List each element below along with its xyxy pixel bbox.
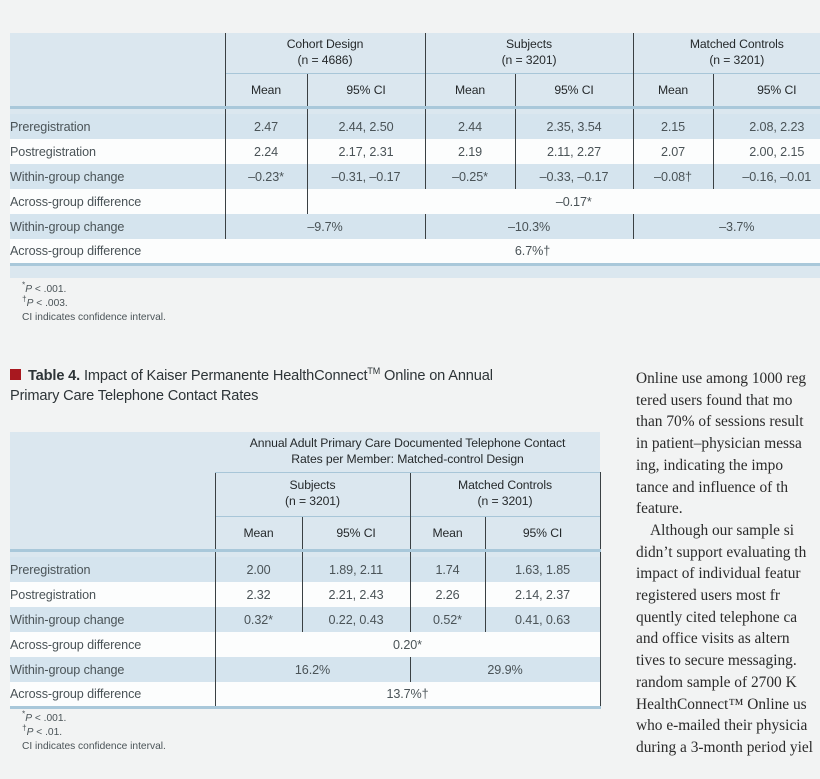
rule-cell [410,550,485,557]
footnote-line [22,293,422,311]
footnote-italic: P [25,713,33,724]
cell-value-across: 13.7%† [215,682,600,707]
cell-value: 2.44, 2.50 [307,114,425,139]
table-row-sub-header [10,516,600,550]
cell-value-percent: –3.7% [633,214,820,239]
body-line: who e-mailed their physicia [636,717,808,735]
cell-value: 2.08, 2.23 [713,114,820,139]
table-bottom-rule [10,264,820,270]
footnote-text: CI indicates confidence interval. [22,741,166,753]
cell-value: –0.23* [225,164,307,189]
cell-value: 2.32 [215,582,302,607]
col-header-ci-1: 95% CI [307,73,425,107]
rule-cell [225,107,307,114]
caption-square-icon [10,369,21,380]
cell-value: 2.07 [633,139,713,164]
cell-value: –0.08† [633,164,713,189]
table-cohort-design-grid [10,33,820,270]
col-header-ci-1: 95% CI [302,516,410,550]
table-row-spanner [10,432,600,472]
body-line: HealthConnect™ Online us [636,695,807,713]
group-header-matched-controls [410,472,600,516]
body-line: Online use among 1000 reg [636,370,807,387]
row-label: Within-group change [10,219,125,234]
table-row-sub-header [10,73,820,107]
group-n: (n = 3201) [709,52,765,67]
col-header-mean-1: Mean [225,73,307,107]
table3-footnotes [10,279,422,325]
corner-cell-2 [10,73,225,107]
cell-value: 1.63, 1.85 [485,557,600,582]
table-row-group-header [10,33,820,73]
row-label: Across-group difference [10,194,142,209]
footnote-italic: P [25,284,33,295]
trademark-icon: TM [367,366,381,377]
spacer-cell [225,189,307,214]
group-header-subjects [425,33,633,73]
body-line: tance and influence of th [636,478,789,496]
table-row [10,582,600,607]
rule-cell [10,550,215,557]
body-line: in patient–physician messa [636,435,802,453]
body-line: quently cited telephone ca [636,608,798,626]
rule-cell [515,107,633,114]
cell-value-across: 6.7%† [514,243,551,258]
caption-text-b: Online on Annual [380,368,493,384]
table-telephone-grid [10,432,601,713]
group-header-matched-controls [633,33,820,73]
group-title: Subjects [506,37,552,52]
group-n: (n = 4686) [297,52,353,67]
row-label: Across-group difference [10,686,142,701]
table-row [10,114,820,139]
footnote-marker: * [22,279,26,290]
footnote-text: < .01. [33,727,63,739]
row-label: Preregistration [10,119,91,134]
corner-cell [10,472,215,516]
rule-cell [425,107,515,114]
cell-value: 2.14, 2.37 [485,582,600,607]
col-header-mean-1: Mean [215,516,302,550]
group-title: Matched Controls [458,478,552,493]
col-header-mean-2: Mean [410,516,485,550]
cell-value: –0.25* [425,164,515,189]
row-label: Postregistration [10,144,96,159]
cell-value: 0.41, 0.63 [485,607,600,632]
body-line: feature. [636,500,683,518]
body-line: random sample of 2700 K [636,673,797,691]
spanner-heading [215,432,600,472]
table4-caption [10,366,630,406]
cell-value: –0.33, –0.17 [515,164,633,189]
body-line: tered users found that mo [636,391,793,409]
cell-value: 2.24 [225,139,307,164]
row-label: Within-group change [10,662,125,677]
row-label: Across-group difference [10,637,142,652]
cell-value: 2.15 [633,114,713,139]
row-label: Preregistration [10,562,91,577]
caption-text-line2: Primary Care Telephone Contact Rates [10,388,259,405]
table-row [10,139,820,164]
body-line: ing, indicating the impo [636,456,784,474]
cell-value-percent: 16.2% [215,657,410,682]
rule-cell [10,264,820,270]
table-row [10,607,600,632]
article-body-column [636,368,820,759]
cell-value-across: 0.20* [215,632,600,657]
cell-value-percent: –9.7% [225,214,425,239]
cell-value: 2.35, 3.54 [515,114,633,139]
table-row-across-1 [10,632,600,657]
table-row-group-header [10,472,600,516]
rule-cell [215,550,302,557]
row-label: Postregistration [10,587,96,602]
cell-value-percent: –10.3% [425,214,633,239]
cell-value: 0.52* [410,607,485,632]
rule-cell [307,107,425,114]
spanner-line-1: Annual Adult Primary Care Documented Telephone Contact [249,436,566,451]
body-line: during a 3-month period yiel [636,738,813,756]
cell-value: 2.21, 2.43 [302,582,410,607]
corner-cell-2 [10,516,215,550]
rule-cell [10,107,225,114]
cell-value: 2.00, 2.15 [713,139,820,164]
footnote-marker: † [22,293,27,304]
rule-cell [633,107,713,114]
cell-value-across: –0.17* [307,189,820,214]
cell-value: 2.19 [425,139,515,164]
col-header-ci-2: 95% CI [515,73,633,107]
footnote-marker: * [22,708,26,719]
footnote-line [22,279,422,297]
footnote-text: < .001. [32,713,67,724]
body-line: tives to secure messaging. [636,652,797,670]
table-row-percent [10,214,820,239]
table-telephone-contact-rates [10,432,600,700]
rule-cell [485,550,600,557]
body-line: than 70% of sessions result [636,413,804,431]
cell-value: 1.89, 2.11 [302,557,410,582]
body-line: didn’t support evaluating th [636,543,807,561]
footnote-line [22,740,422,754]
table4-footnotes [10,708,422,754]
table-row [10,164,820,189]
footnote-italic: P [26,298,34,310]
caption-text-a: Impact of Kaiser Permanente HealthConnect [80,368,368,384]
group-n: (n = 3201) [501,52,557,67]
group-title: Subjects [289,478,336,493]
corner-cell [10,432,215,472]
caption-label: Table 4. [28,368,81,384]
cell-value: 2.11, 2.27 [515,139,633,164]
rule-cell [713,107,820,114]
table-cohort-design [10,33,820,278]
row-label: Within-group change [10,169,125,184]
table-header-rule [10,107,820,114]
footnote-text: < .001. [32,284,67,295]
rule-cell [302,550,410,557]
col-header-mean-2: Mean [425,73,515,107]
table-row-across-2 [10,239,820,264]
col-header-ci-2: 95% CI [485,516,600,550]
footnote-line [22,708,422,726]
col-header-mean-3: Mean [633,73,713,107]
footnote-text: < .003. [33,298,68,310]
body-line: and office visits as altern [636,630,790,648]
cell-value: 2.00 [215,557,302,582]
cell-value: –0.31, –0.17 [307,164,425,189]
group-header-cohort-design [225,33,425,73]
cell-value: 1.74 [410,557,485,582]
group-header-subjects [215,472,410,516]
spanner-line-2: Rates per Member: Matched-control Design [291,451,524,466]
group-n: (n = 3201) [285,494,340,508]
cell-value: 0.32* [215,607,302,632]
footnote-italic: P [26,727,34,739]
footnote-marker: † [22,722,27,733]
row-label: Within-group change [10,612,125,627]
footnote-line [22,722,422,740]
footnote-line [22,311,422,325]
row-label: Across-group difference [10,243,142,258]
footnote-text: CI indicates confidence interval. [22,312,166,324]
body-line: Although our sample si [650,521,795,539]
corner-cell [10,33,225,73]
cell-value: 2.26 [410,582,485,607]
table-header-rule [10,550,600,557]
cell-value: 2.44 [425,114,515,139]
cell-value: 2.17, 2.31 [307,139,425,164]
group-title: Cohort Design [286,37,364,52]
table-row [10,557,600,582]
body-line: registered users most fr [636,587,781,605]
cell-value: 0.22, 0.43 [302,607,410,632]
group-n: (n = 3201) [477,494,533,508]
table-row-across-2 [10,682,600,707]
cell-value: 2.47 [225,114,307,139]
table-row-across-1 [10,189,820,214]
cell-value-percent: 29.9% [410,657,600,682]
body-line: impact of individual featur [636,565,801,583]
table-row-percent [10,657,600,682]
col-header-ci-3: 95% CI [713,73,820,107]
group-title: Matched Controls [689,37,784,52]
cell-value: –0.16, –0.01 [713,164,820,189]
